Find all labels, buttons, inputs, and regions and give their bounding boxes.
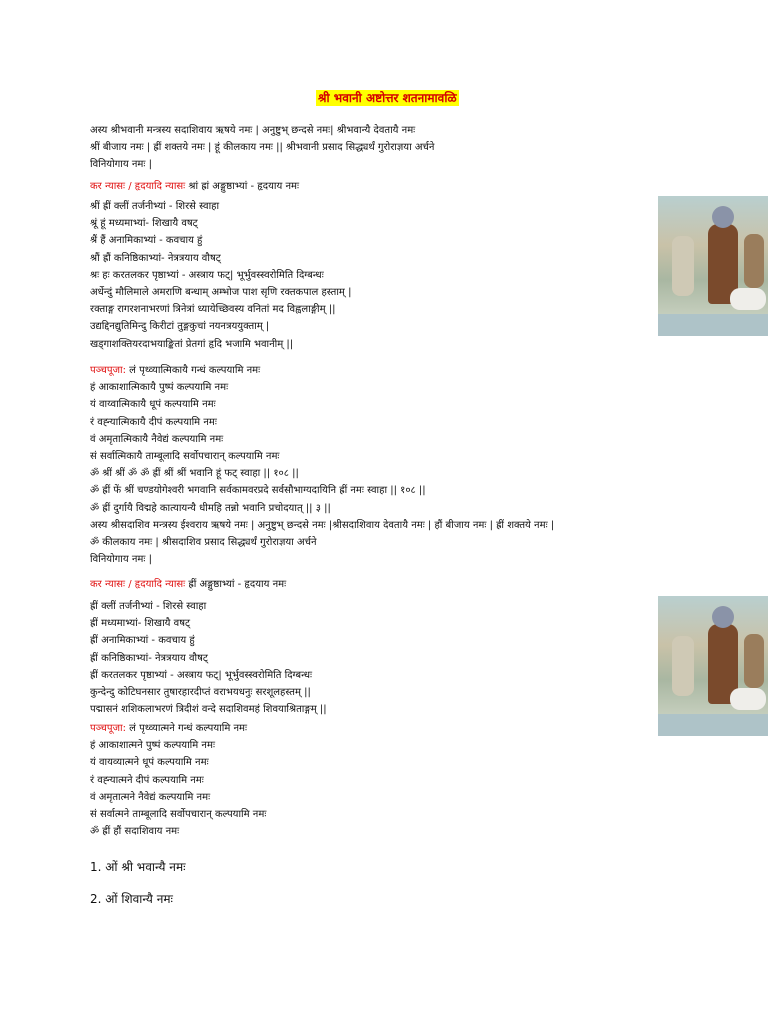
text-line: उद्यद्दिनद्युतिमिन्दु किरीटां तुङ्गकुचां नयनत्रययुक्ताम् | <box>90 321 270 333</box>
figure-left <box>672 636 694 696</box>
text-line: कुन्देन्दु कोटिघनसार तुषारहारदीप्तं वराभयधनुः सरशूलहस्तम् || <box>90 687 311 699</box>
text-line: यं वाय्वात्मिकायै धूपं कल्पयामि नमः <box>90 399 216 411</box>
text-line: सं सर्वात्मने ताम्बूलादि सर्वोपचारान् कल्पयामि नमः <box>90 809 267 821</box>
figure-right <box>744 634 764 688</box>
text-line: विनियोगाय नमः | <box>90 554 152 566</box>
section2-nyasa <box>90 576 690 593</box>
shiva-parvati-painting-image <box>658 196 768 336</box>
text-line: श्रीं ह्रीं क्लीं तर्जनीभ्यां - शिरसे स्वाहा <box>90 201 220 212</box>
puja-text: लं पृथ्व्यात्मिकायै गन्धं कल्पयामि नमः <box>125 365 261 376</box>
text-line: वं अमृतात्मिकायै नैवेद्यं कल्पयामि नमः <box>90 433 224 445</box>
text-line: सं सर्वात्मिकायै ताम्बूलादि सर्वोपचारान् कल्पयामि नमः <box>90 451 280 463</box>
text-line: अस्य श्रीभवानी मन्त्रस्य सदाशिवाय ऋषये नमः | अनुष्टुभ् छन्दसे नमः| श्रीभवान्यै देवतायै नमः <box>90 125 416 136</box>
text-line: श्रीं बीजाय नमः | ह्रीं शक्तये नमः | हूं कीलकाय नमः || श्रीभवानी प्रसाद सिद्ध्यर्थं गुरोराज्ञया अर्चने <box>90 142 435 154</box>
section2-puja <box>90 720 690 840</box>
puja-label: पञ्चपूजा: <box>90 365 126 376</box>
shiva-parvati-painting-image-2 <box>658 596 768 736</box>
puja-line <box>90 362 690 379</box>
text-line: श्रः हः करतलकर पृष्ठाभ्यां - अस्त्राय फट्| भूर्भुवस्स्वरोमिति दिग्बन्धः <box>90 269 324 281</box>
figure-left <box>672 236 694 296</box>
section1-nyasa-lines <box>90 198 690 353</box>
text-line: श्रूं हूं मध्यमाभ्यां- शिखायै वषट् <box>90 218 198 230</box>
text-line: ह्रीं कनिष्ठिकाभ्यां- नेत्रत्रयाय वौषट् <box>90 652 208 664</box>
text-line: यं वायव्यात्मने धूपं कल्पयामि नमः <box>90 757 209 769</box>
nyasa-line <box>90 178 690 195</box>
text-line: रक्ताङ्ग रागरशनाभरणां त्रिनेत्रां ध्यायेच्छिवस्य वनितां मद विह्वलाङ्गीम् || <box>90 304 336 316</box>
text-line: विनियोगाय नमः | <box>90 159 152 171</box>
nyasa-label: कर न्यासः / हृदयादि न्यासः <box>90 181 186 192</box>
page-title: श्री भवानी अष्टोत्तर शतनामावळि <box>318 91 457 105</box>
list-item: 2. ओं शिवान्यै नमः <box>90 892 173 906</box>
text-line: रं वह्न्यात्मिकायै दीपं कल्पयामि नमः <box>90 416 217 428</box>
nyasa-text: ह्रीं अङ्गुष्ठाभ्यां - हृदयाय नमः <box>185 579 287 590</box>
text-line: ॐ कीलकाय नमः | श्रीसदाशिव प्रसाद सिद्ध्यर्थं गुरोराज्ञया अर्चने <box>90 537 317 549</box>
section1-nyasa <box>90 178 690 195</box>
section1-intro <box>90 122 690 174</box>
text-line: अस्य श्रीसदाशिव मन्त्रस्य ईश्वराय ऋषये नमः | अनुष्टुभ् छन्दसे नमः |श्रीसदाशिवाय देवतायै नमः | हौं बीजाय नमः | ह्रीं शक्तये नमः | <box>90 519 555 531</box>
text-line: हं आकाशात्मिकायै पुष्पं कल्पयामि नमः <box>90 382 229 394</box>
figure-right <box>744 234 764 288</box>
puja-text: लं पृथ्व्यात्मने गन्धं कल्पयामि नमः <box>125 723 248 734</box>
bull <box>730 288 766 310</box>
nyasa-label: कर न्यासः / हृदयादि न्यासः <box>90 579 186 590</box>
text-line: ॐ ह्रीं हौं सदाशिवाय नमः <box>90 826 180 838</box>
puja-line <box>90 720 690 737</box>
text-line: पद्मासनं शशिकलाभरणं त्रिदीशं वन्दे सदाशिवमहं शिवयाश्रिताङ्गम् || <box>90 704 327 716</box>
text-line: ॐ श्रीं श्रीं ॐ ॐ ह्रीं श्रीं श्रीं भवानि हूं फट् स्वाहा || १०८ || <box>90 468 299 480</box>
text-line: ॐ ह्रीं दुर्गायै विद्महे कात्यायन्यै धीमहि तन्नो भवानि प्रचोदयात् || ३ || <box>90 502 331 514</box>
figure-head <box>712 206 734 228</box>
section2-nyasa-lines <box>90 598 690 718</box>
nyasa-text: श्रां ह्रां अङ्गुष्ठाभ्यां - हृदयाय नमः <box>185 181 300 192</box>
bull <box>730 688 766 710</box>
names-list <box>90 858 690 876</box>
text-line: ह्रीं क्लीं तर्जनीभ्यां - शिरसे स्वाहा <box>90 601 207 612</box>
water <box>658 314 768 336</box>
text-line: ह्रीं मध्यमाभ्यां- शिखायै वषट् <box>90 618 191 630</box>
text-line: हं आकाशात्मने पुष्पं कल्पयामि नमः <box>90 740 215 752</box>
text-line: ॐ ह्रीं फें श्रीं चण्डयोगेश्वरी भगवानि सर्वकामवरप्रदे सर्वसौभाग्यदायिनि ह्रीं नमः स्वाहा || १०८ || <box>90 485 426 497</box>
text-line: अर्धेन्दुं मौलिमाले अमराणि बन्धाम् अम्भोज पाश सृणि रक्तकपाल हस्ताम् | <box>90 287 352 299</box>
figure-head <box>712 606 734 628</box>
nyasa-line <box>90 576 690 593</box>
text-line: श्रैं हैं अनामिकाभ्यां - कवचाय हुं <box>90 235 203 247</box>
water <box>658 714 768 736</box>
text-line: श्रौं ह्रौं कनिष्ठिकाभ्यां- नेत्रत्रयाय वौषट् <box>90 252 221 264</box>
text-line: वं अमृतात्मने नैवेद्यं कल्पयामि नमः <box>90 791 211 803</box>
text-line: ह्रीं अनामिकाभ्यां - कवचाय हुं <box>90 635 195 647</box>
puja-label: पञ्चपूजा: <box>90 723 126 734</box>
text-line: रं वह्न्यात्मने दीपं कल्पयामि नमः <box>90 774 204 786</box>
text-line: ह्रीं करतलकर पृष्ठाभ्यां - अस्त्राय फट्| भूर्भुवस्स्वरोमिति दिग्बन्धः <box>90 669 313 681</box>
text-line: खड्गाशक्तियरदाभयाङ्कितां प्रेतगां हृदि भजामि भवानीम् || <box>90 338 294 350</box>
names-list-2 <box>90 890 690 908</box>
list-item: 1. ओं श्री भवान्यै नमः <box>90 860 186 874</box>
section1-puja <box>90 362 690 568</box>
